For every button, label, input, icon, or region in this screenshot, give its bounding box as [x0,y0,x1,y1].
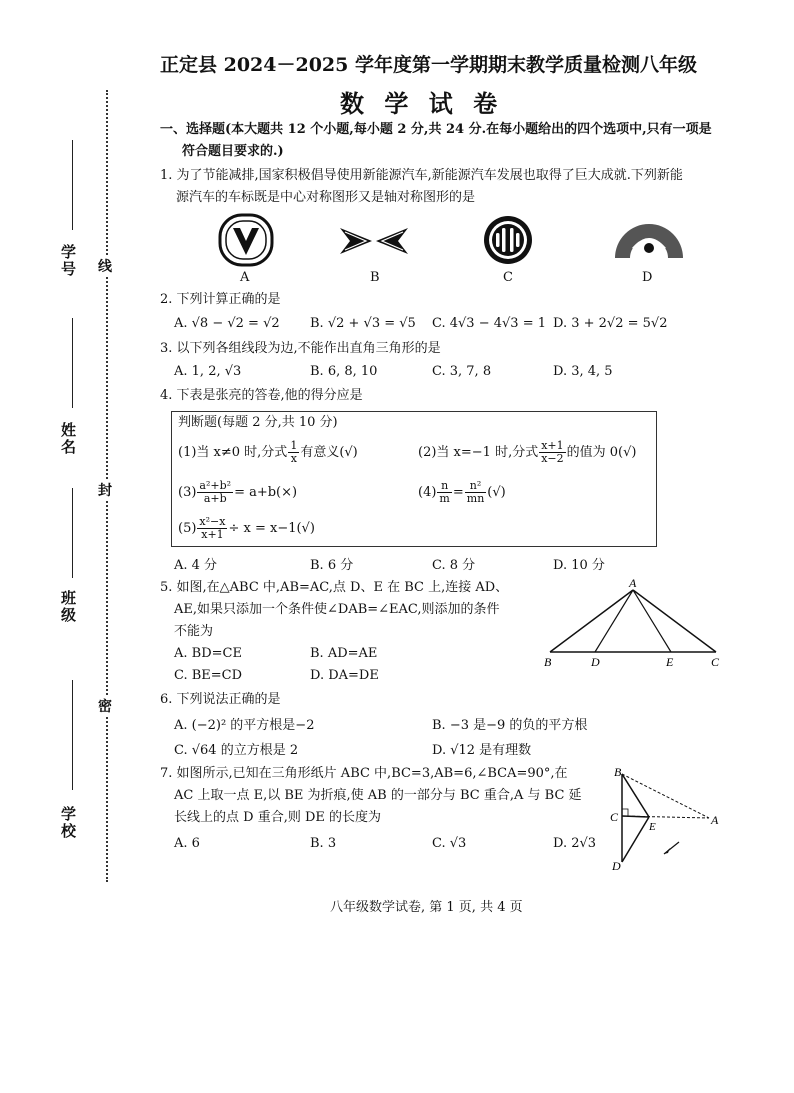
q4-option-b: B. 6 分 [310,558,354,573]
q4-item2-pre: (2)当 x=−1 时,分式 [418,445,539,460]
q2-stem: 2. 下列计算正确的是 [160,292,281,307]
q7-fig-label-d: D [612,859,621,873]
q4-item2-post: 的值为 0(√) [566,445,637,460]
q1-label-c: C [503,270,513,285]
q4-item4-num1: n [437,480,451,493]
name-line [72,318,73,408]
q3-option-c: C. 3, 7, 8 [432,364,492,379]
q4-stem: 4. 下表是张亮的答卷,他的得分应是 [160,388,363,403]
q4-item3-den: a+b [203,492,227,505]
q2-option-b: B. √2 + √3 = √5 [310,316,416,331]
q5-stem-line2: AE,如果只添加一个条件使∠DAB=∠EAC,则添加的条件 [174,602,500,617]
q4-option-d: D. 10 分 [553,558,605,573]
q6-option-a: A. (−2)² 的平方根是−2 [174,718,315,733]
q4-item1 [178,440,358,465]
q4-box-title: 判断题(每题 2 分,共 10 分) [178,415,338,430]
class-line [72,488,73,578]
q5-fig-label-a: A [629,576,637,590]
school-label: 学校 [59,806,77,840]
q4-item3-post: = a+b(×) [234,485,298,500]
q3-option-b: B. 6, 8, 10 [310,364,378,379]
school-line [72,680,73,790]
q4-item2-num: x+1 [541,439,564,452]
q4-item1-post: 有意义(√) [300,445,358,460]
q5-stem-line1: 5. 如图,在△ABC 中,AB=AC,点 D、E 在 BC 上,连接 AD、 [160,580,509,595]
q4-item5-den: x+1 [201,528,224,541]
q4-item4-den1: m [439,492,450,505]
q4-option-c: C. 8 分 [432,558,476,573]
q3-option-a: A. 1, 2, √3 [174,364,242,379]
q4-item2-den: x−2 [541,452,564,465]
q4-item3-num: a²+b² [199,479,232,492]
q2-option-c: C. 4√3 − 4√3 = 1 [432,316,546,331]
q4-option-a: A. 4 分 [174,558,218,573]
logo-c-icon [484,216,532,264]
q6-option-d: D. √12 是有理数 [432,743,532,758]
seal-close-char: 密 [98,696,112,716]
q2-option-d: D. 3 + 2√2 = 5√2 [553,316,668,331]
q5-option-d: D. DA=DE [310,668,379,683]
q5-option-b: B. AD=AE [310,646,378,661]
page-footer: 八年级数学试卷, 第 1 页, 共 4 页 [330,900,523,915]
q7-option-a: A. 6 [174,836,200,851]
q7-option-b: B. 3 [310,836,337,851]
name-label: 姓名 [59,422,77,456]
q4-item1-num: 1 [290,439,298,452]
q7-option-c: C. √3 [432,836,467,851]
q5-fig-label-e: E [666,655,674,669]
q7-stem-line3: 长线上的点 D 重合,则 DE 的长度为 [174,810,381,825]
q5-option-a: A. BD=CE [174,646,242,661]
seal-line-char: 线 [98,256,112,276]
q1-label-d: D [642,270,653,285]
exam-title: 正定县 2024－2025 学年度第一学期期末教学质量检测八年级 [160,54,697,76]
q4-item5-num: x²−x [199,515,226,528]
q5-triangle-figure [540,576,730,670]
q5-fig-label-d: D [591,655,600,669]
subject-title: 数 学 试 卷 [340,89,504,118]
q1-stem-line2: 源汽车的车标既是中心对称图形又是轴对称图形的是 [176,190,476,205]
q4-item3-pre: (3) [178,485,197,500]
q4-item1-pre: (1)当 x≠0 时,分式 [178,445,288,460]
student-no-label: 学号 [59,244,77,278]
q5-fig-label-c: C [711,655,720,669]
q6-option-b: B. −3 是−9 的负的平方根 [432,718,588,733]
logo-d-icon [615,224,683,258]
q5-fig-label-b: B [544,655,552,669]
q2-option-a: A. √8 − √2 = √2 [174,316,280,331]
q6-stem: 6. 下列说法正确的是 [160,692,281,707]
seal-seal-char: 封 [98,480,112,500]
q1-label-a: A [240,270,250,285]
q7-stem-line2: AC 上取一点 E,以 BE 为折痕,使 AB 的一部分与 BC 重合,A 与 BC 延 [174,788,582,803]
q4-item5-post: ÷ x = x−1(√) [228,521,315,536]
logo-b-icon [340,228,408,254]
q4-item4-den2: mn [466,492,485,505]
q4-item4-eq: = [452,485,464,500]
q7-option-d: D. 2√3 [553,836,597,851]
q4-item4-post: (√) [487,485,506,500]
q7-stem-line1: 7. 如图所示,已知在三角形纸片 ABC 中,BC=3,AB=6,∠BCA=90°,在 [160,766,568,781]
section1-heading-line2: 符合题目要求的.) [182,144,284,159]
q7-fig-label-c: C [610,810,619,824]
q5-option-c: C. BE=CD [174,668,243,683]
q3-option-d: D. 3, 4, 5 [553,364,613,379]
q7-fig-label-b: B [614,765,622,779]
class-label: 班级 [59,590,77,624]
q4-item4-num2: n² [465,480,487,493]
q7-fold-figure [604,762,734,874]
q1-stem-line1: 1. 为了节能减排,国家积极倡导使用新能源汽车,新能源汽车发展也取得了巨大成就.下列新能 [160,168,683,183]
q4-item2 [418,440,636,465]
q7-fig-label-e: E [649,821,656,833]
q4-item4 [418,480,506,505]
q3-stem: 3. 以下列各组线段为边,不能作出直角三角形的是 [160,341,441,356]
q4-item5-pre: (5) [178,521,197,536]
q1-logo-figures [200,210,700,285]
q4-item3 [178,480,297,505]
student-no-line [72,140,73,230]
q4-item4-pre: (4) [418,485,437,500]
q6-option-c: C. √64 的立方根是 2 [174,743,299,758]
q1-label-b: B [370,270,380,285]
logo-a-icon [220,215,272,265]
q4-item5 [178,516,315,541]
q4-item1-den: x [290,452,297,465]
section1-heading-line1: 一、选择题(本大题共 12 个小题,每小题 2 分,共 24 分.在每小题给出的四个选项中,只有一项是 [160,122,712,137]
q5-stem-line3: 不能为 [174,624,214,639]
q7-fig-label-a: A [711,813,719,827]
